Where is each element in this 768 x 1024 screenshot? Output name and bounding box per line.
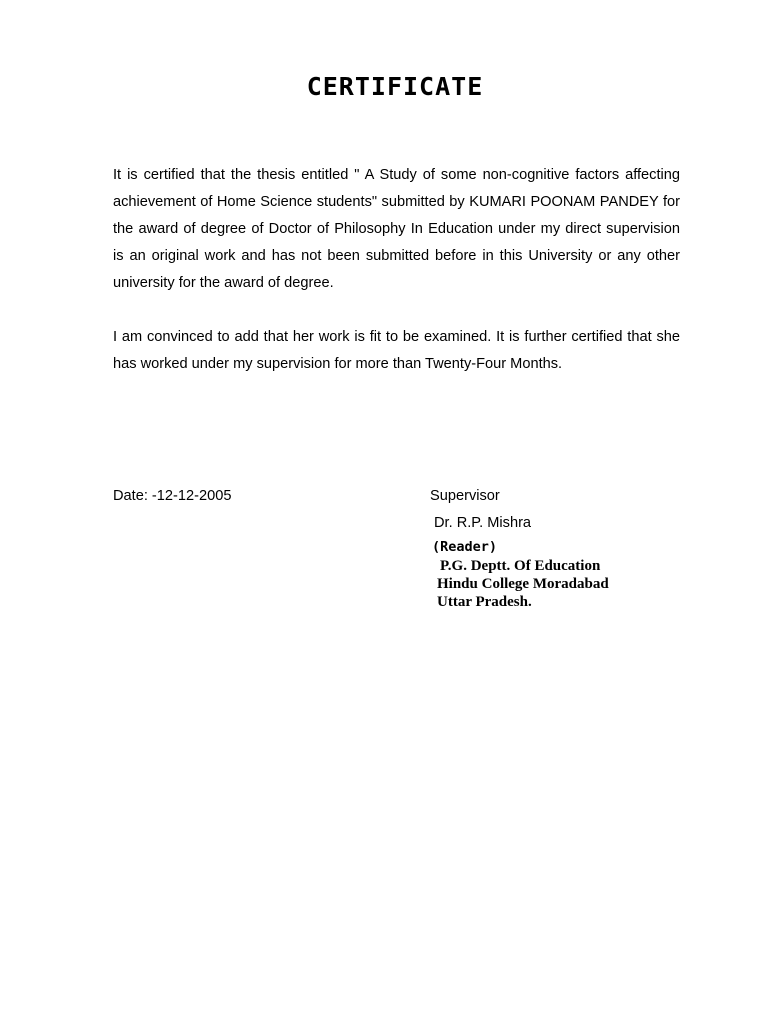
supervisor-college: Hindu College Moradabad (437, 576, 609, 592)
supervisor-name: Dr. R.P. Mishra (434, 515, 532, 531)
certificate-date: Date: -12-12-2005 (113, 488, 232, 504)
work-statement-paragraph: I am convinced to add that her work is fit to be examined. It is further certified that she has worked under my supervision for more than Twenty-Four Months. (113, 329, 680, 372)
certificate-title: CERTIFICATE (306, 72, 484, 101)
supervisor-department: P.G. Deptt. Of Education (440, 558, 601, 574)
supervisor-label: Supervisor (430, 488, 500, 504)
certification-paragraph: It is certified that the thesis entitled " A Study of some non-cognitive factors affecting achievement of Home Science students" submitted by KUMARI POONAM PANDEY for the award of degree of Doctor of Philosophy In Education under my direct supervision is an original work and has not been submitted before in this University or any other university for the award of degree. (113, 167, 680, 291)
supervisor-state: Uttar Pradesh. (437, 594, 532, 610)
supervisor-designation: (Reader) (432, 539, 498, 555)
